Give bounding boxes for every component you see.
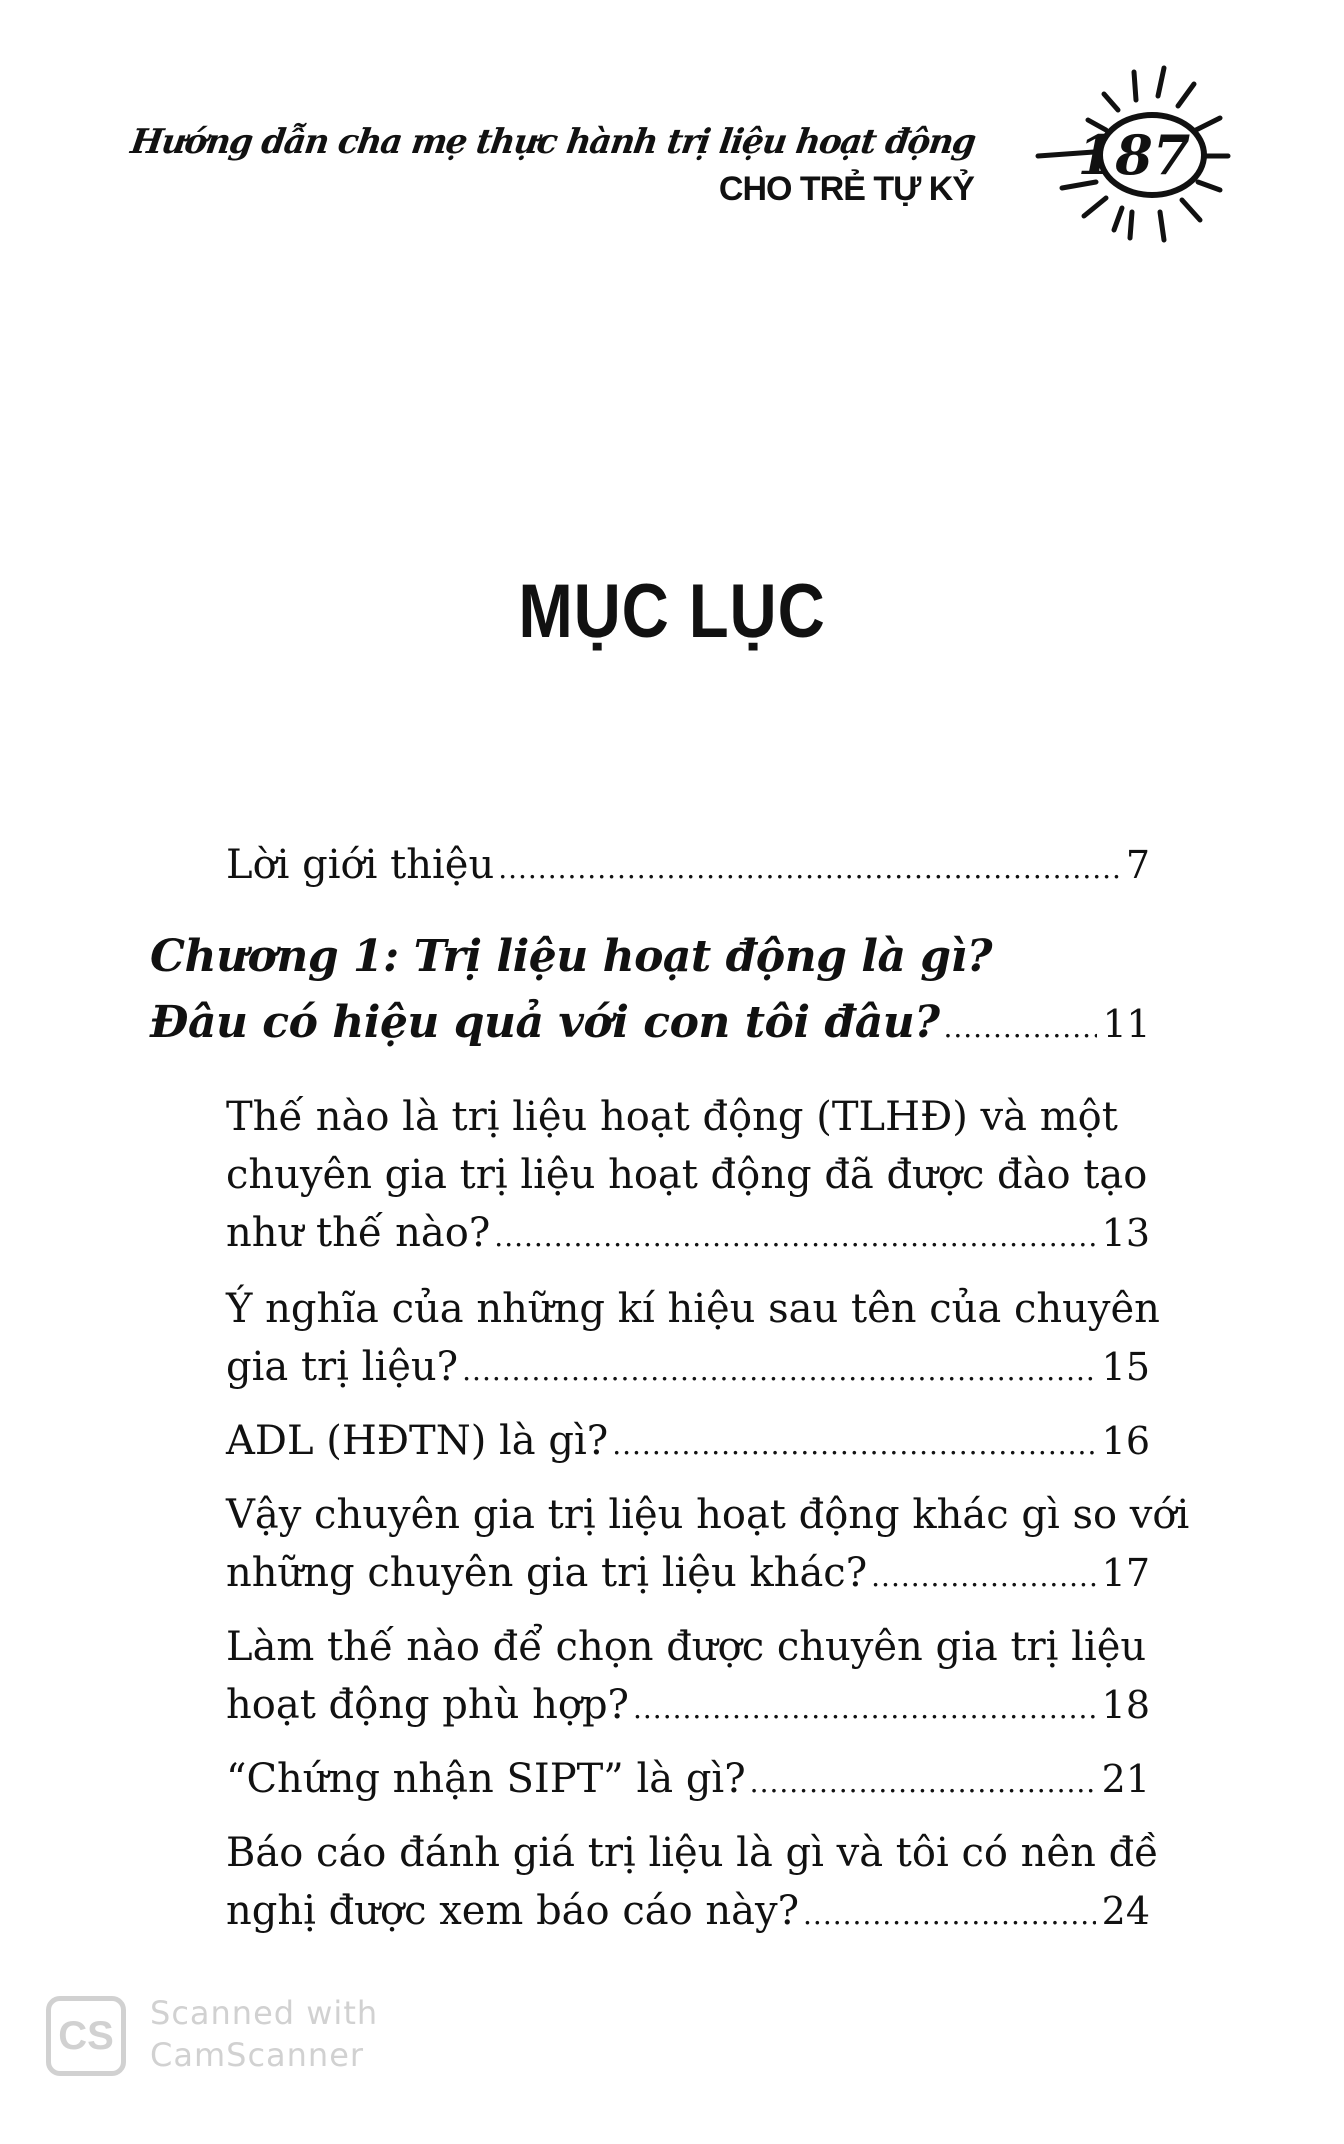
toc-entry-line	[226, 1204, 1150, 1266]
toc-entry	[226, 1486, 1190, 1606]
toc-entry	[226, 1618, 1150, 1738]
toc-entry-text: những chuyên gia trị liệu khác?	[226, 1550, 868, 1596]
toc-entry-text: gia trị liệu?	[226, 1344, 459, 1390]
toc-entry	[226, 1824, 1159, 1944]
toc-entry-line	[226, 836, 1150, 898]
dot-leader	[871, 1548, 1096, 1606]
toc-entry-text: nghị được xem báo cáo này?	[226, 1888, 800, 1934]
toc-entry-line: Thế nào là trị liệu hoạt động (TLHĐ) và một	[226, 1094, 1118, 1140]
toc-entry	[226, 1088, 1150, 1266]
toc-entry	[226, 1280, 1160, 1400]
dot-leader	[633, 1680, 1096, 1738]
toc-page-number: 16	[1101, 1419, 1150, 1463]
toc-entry-text: “Chứng nhận SIPT” là gì?	[226, 1756, 746, 1802]
toc-entry	[226, 1750, 1150, 1812]
toc-entry-line	[226, 1412, 1150, 1474]
toc-page-number: 21	[1101, 1757, 1150, 1801]
toc-entry	[226, 1412, 1150, 1474]
toc-page-number: 24	[1101, 1889, 1150, 1933]
toc-page-number: 7	[1125, 843, 1150, 887]
watermark-line-2: CamScanner	[150, 2036, 365, 2074]
toc-entry-line: chuyên gia trị liệu hoạt động đã được đào tạo	[226, 1152, 1148, 1198]
dot-leader	[943, 995, 1096, 1061]
dot-leader	[498, 840, 1120, 898]
toc-entry-text: hoạt động phù hợp?	[226, 1682, 629, 1728]
dot-leader	[803, 1886, 1096, 1944]
toc-entry-line: Báo cáo đánh giá trị liệu là gì và tôi có nên đề	[226, 1830, 1159, 1876]
toc-entry-line	[226, 1750, 1150, 1812]
dot-leader	[494, 1208, 1095, 1266]
chapter-title-line	[150, 990, 1150, 1061]
book-title: CHO TRẺ TỰ KỶ	[718, 170, 974, 208]
toc-chapter-1	[150, 924, 1150, 1061]
watermark-text	[150, 1992, 378, 2076]
toc-page-number: 17	[1101, 1551, 1150, 1595]
toc-entry-line	[226, 1676, 1150, 1738]
chapter-title-text: Đâu có hiệu quả với con tôi đâu?	[150, 997, 940, 1048]
toc-page-number: 18	[1101, 1683, 1150, 1727]
toc-entry-line: Làm thế nào để chọn được chuyên gia trị liệu	[226, 1624, 1147, 1670]
toc-entry-text: ADL (HĐTN) là gì?	[226, 1418, 609, 1464]
toc-title: MỤC LỤC	[518, 569, 826, 654]
camscanner-logo-icon: CS	[46, 1996, 126, 2076]
toc-entry-line: Ý nghĩa của những kí hiệu sau tên của chuyên	[226, 1286, 1160, 1332]
running-header	[127, 60, 1234, 250]
watermark-line-1: Scanned with	[150, 1994, 379, 2032]
page-number: 187	[1077, 123, 1191, 187]
toc-entry-text: Lời giới thiệu	[226, 842, 495, 888]
toc-page-number: 11	[1102, 1002, 1150, 1046]
toc-entry-line	[226, 1338, 1150, 1400]
chapter-title-line: Chương 1: Trị liệu hoạt động là gì?	[150, 931, 993, 982]
toc-entry-intro	[226, 836, 1150, 898]
toc-page-number: 13	[1101, 1211, 1150, 1255]
toc-entry-text: như thế nào?	[226, 1210, 491, 1256]
dot-leader	[612, 1416, 1095, 1474]
toc-page-number: 15	[1101, 1345, 1150, 1389]
toc-entry-line	[226, 1882, 1150, 1944]
toc-entry-line	[226, 1544, 1150, 1606]
dot-leader	[750, 1754, 1096, 1812]
toc-entry-line: Vậy chuyên gia trị liệu hoạt động khác gì so với	[226, 1492, 1190, 1538]
dot-leader	[462, 1342, 1096, 1400]
camscanner-watermark	[46, 1990, 406, 2090]
book-subtitle: Hướng dẫn cha mẹ thực hành trị liệu hoạt động	[127, 122, 977, 162]
